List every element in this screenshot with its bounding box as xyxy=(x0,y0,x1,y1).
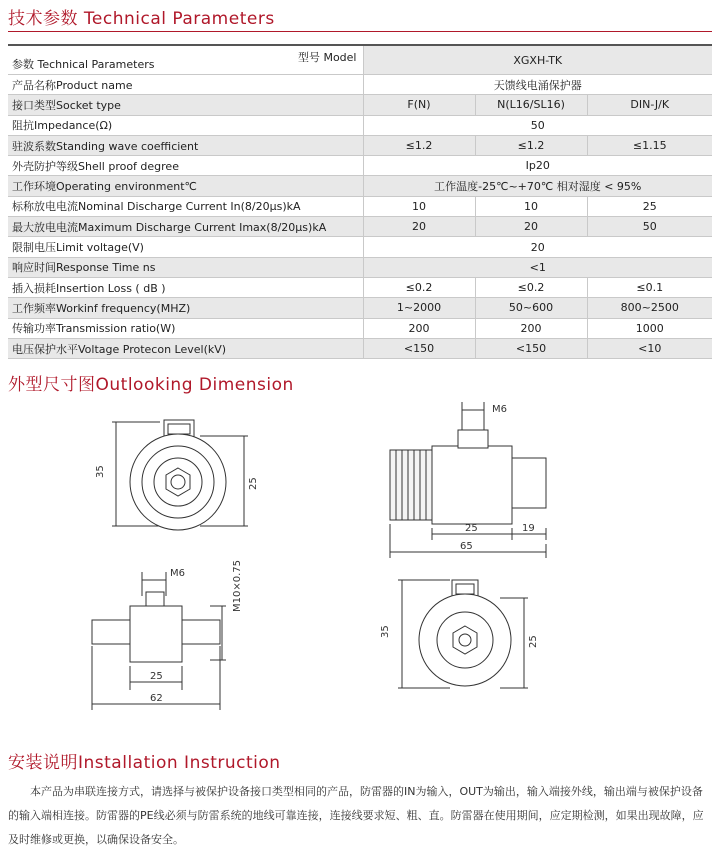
param-value: 50 xyxy=(363,115,712,135)
param-value: DIN-J/K xyxy=(587,95,712,115)
param-label: 标称放电电流Nominal Discharge Current In(8/20μs)kA xyxy=(8,196,363,216)
param-label: 最大放电电流Maximum Discharge Current Imax(8/20μs)kA xyxy=(8,217,363,237)
dim-side2-m6: M6 xyxy=(170,568,185,579)
param-label: 工作环境Operating environment℃ xyxy=(8,176,363,196)
dim-front1-radius: 25 xyxy=(248,477,259,490)
param-label: 传输功率Transmission ratio(W) xyxy=(8,318,363,338)
dim-side1-25: 25 xyxy=(465,523,478,534)
dim-side2-25: 25 xyxy=(150,671,163,682)
dim-side2-thread: M10×0.75 xyxy=(232,560,243,612)
param-value: 20 xyxy=(363,237,712,257)
param-value: 10 xyxy=(475,196,587,216)
param-label: 限制电压Limit voltage(V) xyxy=(8,237,363,257)
param-label: 电压保护水平Voltage Protecon Level(kV) xyxy=(8,338,363,358)
param-value: Ip20 xyxy=(363,156,712,176)
dim-front2-radius: 25 xyxy=(528,635,539,648)
header-model-label: 型号 Model xyxy=(297,51,357,64)
param-value: 工作温度-25℃~+70℃ 相对湿度 < 95% xyxy=(363,176,712,196)
param-value: 20 xyxy=(475,217,587,237)
param-value: ≤0.2 xyxy=(475,277,587,297)
model-name: XGXH-TK xyxy=(363,45,712,75)
param-value: 10 xyxy=(363,196,475,216)
param-value: N(L16/SL16) xyxy=(475,95,587,115)
param-value: ≤1.2 xyxy=(363,135,475,155)
dimension-section-title: 外型尺寸图Outlooking Dimension xyxy=(8,375,294,395)
param-value: 天馈线电涌保护器 xyxy=(363,75,712,95)
drawing-side-view-2 xyxy=(92,572,226,710)
param-value: <150 xyxy=(475,338,587,358)
install-section-title: 安装说明Installation Instruction xyxy=(8,753,281,773)
drawing-front-view-1 xyxy=(112,420,248,530)
param-value: ≤1.2 xyxy=(475,135,587,155)
param-value: <1 xyxy=(363,257,712,277)
dim-side1-m6: M6 xyxy=(492,404,507,415)
param-label: 阻抗Impedance(Ω) xyxy=(8,115,363,135)
param-value: 200 xyxy=(363,318,475,338)
param-value: 1000 xyxy=(587,318,712,338)
drawing-front-view-2 xyxy=(398,580,528,688)
param-label: 产品名称Product name xyxy=(8,75,363,95)
param-value: 800~2500 xyxy=(587,298,712,318)
dim-front1-height: 35 xyxy=(95,465,106,478)
param-value: 1~2000 xyxy=(363,298,475,318)
dim-front2-height: 35 xyxy=(380,625,391,638)
param-value: ≤0.2 xyxy=(363,277,475,297)
dim-side1-65: 65 xyxy=(460,541,473,552)
param-value: 25 xyxy=(587,196,712,216)
header-param-label: 参数 Technical Parameters xyxy=(12,58,155,71)
install-paragraph: 本产品为串联连接方式，请选择与被保护设备接口类型相同的产品，防雷器的IN为输入，OUT为输出，输入端接外线，输出端与被保护设备的输入端相连接。防雷器的PE线必须与防雷系统的地线可靠连接，连接线要求短、粗、直。防雷器在使用期间，应定期检测，如果出现故障，应及时维修或更换，以确保设备安全。 xyxy=(8,785,704,846)
param-value: ≤0.1 xyxy=(587,277,712,297)
param-label: 插入损耗Insertion Loss ( dB ) xyxy=(8,277,363,297)
param-label: 接口类型Socket type xyxy=(8,95,363,115)
param-value: <150 xyxy=(363,338,475,358)
dim-side1-19: 19 xyxy=(522,523,535,534)
param-value: 200 xyxy=(475,318,587,338)
param-value: ≤1.15 xyxy=(587,135,712,155)
param-label: 外壳防护等级Shell proof degree xyxy=(8,156,363,176)
param-value: 50 xyxy=(587,217,712,237)
param-value: 50~600 xyxy=(475,298,587,318)
param-label: 响应时间Response Time ns xyxy=(8,257,363,277)
drawing-side-view-1 xyxy=(390,402,546,558)
param-value: <10 xyxy=(587,338,712,358)
param-label: 驻波系数Standing wave coefficient xyxy=(8,135,363,155)
param-label: 工作频率Workinf frequency(MHZ) xyxy=(8,298,363,318)
dim-side2-62: 62 xyxy=(150,693,163,704)
param-value: F(N) xyxy=(363,95,475,115)
tech-section-title: 技术参数 Technical Parameters xyxy=(8,9,275,29)
param-value: 20 xyxy=(363,217,475,237)
